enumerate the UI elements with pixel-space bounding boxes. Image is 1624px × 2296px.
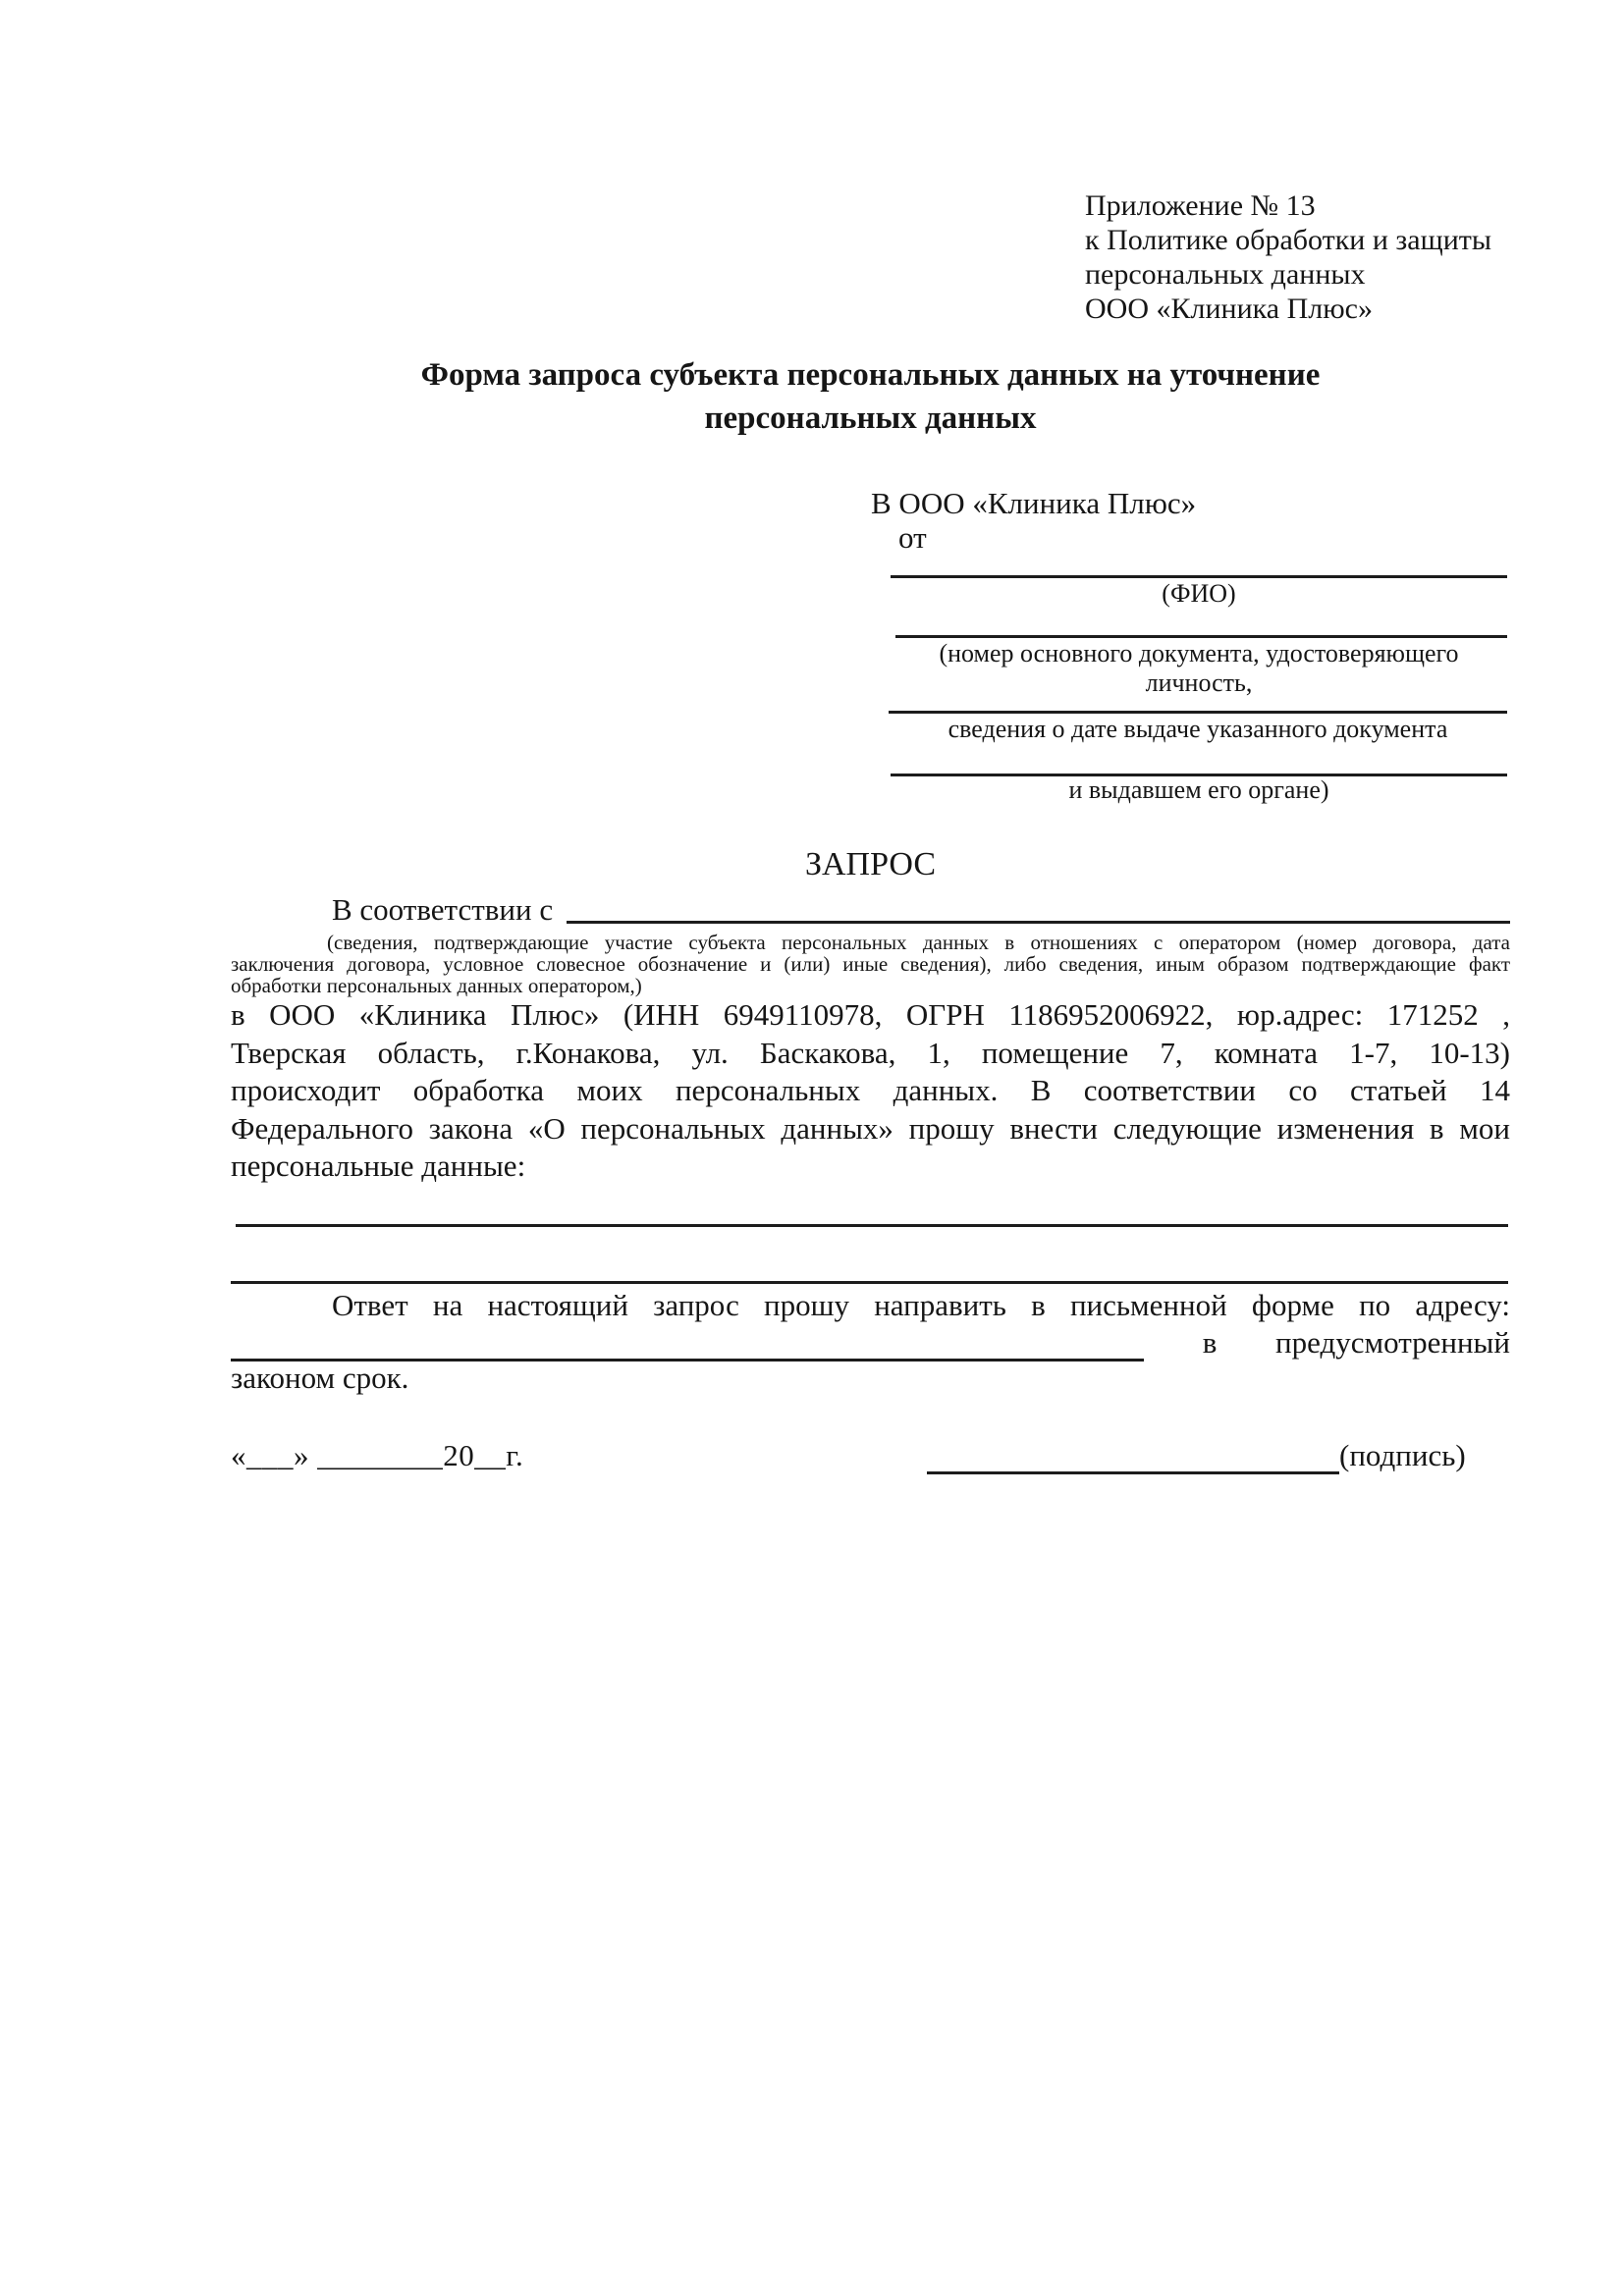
appendix-policy-line: к Политике обработки и защиты [1085, 224, 1492, 256]
appendix-header [1085, 188, 1491, 326]
appendix-number: Приложение № 13 [1085, 189, 1316, 222]
signature-blank-line [927, 1438, 1339, 1474]
reply-address-blank-line [231, 1329, 1144, 1362]
body-line4: Федерального закона «О персональных данных» прошу внести следующие изменения в мои [231, 1110, 1510, 1146]
document-title-line2: персональных данных [704, 400, 1037, 436]
issue-date-blank-line [889, 711, 1507, 714]
changes-blank-line-1 [236, 1224, 1508, 1227]
basis-caption-line2: заключения договора, условное словесное обозначение и (или) иные сведения), либо сведения, иным образом подтверждающие факт [231, 952, 1510, 976]
basis-intro-row [231, 891, 1510, 929]
issuing-authority-caption: и выдавшем его органе) [1068, 775, 1329, 804]
request-body [231, 996, 1510, 1186]
document-title-line1: Форма запроса субъекта персональных данных на уточнение [420, 357, 1321, 393]
basis-intro-prefix: В соответствии с [332, 892, 554, 927]
reply-line2 [231, 1324, 1510, 1362]
fio-caption: (ФИО) [1162, 579, 1236, 608]
reply-word-v: в [1202, 1325, 1218, 1360]
appendix-organization: ООО «Клиника Плюс» [1085, 293, 1373, 325]
document-number-caption: (номер основного документа, удостоверяющего личность, [939, 639, 1459, 697]
changes-blank-line-2 [231, 1281, 1508, 1284]
basis-caption [231, 932, 1510, 996]
date-blank: «___» ________20__г. [231, 1438, 524, 1472]
fio-blank-line [891, 575, 1507, 578]
document-number-blank-line [895, 635, 1507, 638]
body-line3: происходит обработка моих персональных данных. В соответствии со статьей 14 [231, 1073, 1510, 1107]
reply-word-predusmotrenny: предусмотренный [1275, 1325, 1510, 1360]
basis-caption-line1: (сведения, подтверждающие участие субъекта персональных данных в отношениях с оператором (номер договора, дата [327, 931, 1510, 954]
issue-date-caption: сведения о дате выдаче указанного документа [947, 715, 1448, 743]
signature-caption: (подпись) [1339, 1438, 1466, 1472]
reply-line1: Ответ на настоящий запрос прошу направить в письменной форме по адресу: [332, 1288, 1510, 1322]
request-heading: ЗАПРОС [804, 846, 937, 882]
basis-blank-line [567, 921, 1510, 924]
body-line2: Тверская область, г.Конакова, ул. Баскакова, 1, помещение 7, комната 1-7, 10-13) [231, 1035, 1510, 1070]
addressee-organization: В ООО «Клиника Плюс» [871, 486, 1197, 520]
addressee-from-label: от [898, 520, 927, 555]
basis-caption-line3: обработки персональных данных оператором,) [231, 974, 642, 997]
reply-line3: законом срок. [231, 1361, 409, 1395]
appendix-policy-line2: персональных данных [1085, 258, 1366, 291]
body-line5: персональные данные: [231, 1148, 526, 1183]
document-title [231, 353, 1510, 440]
signature-row [927, 1437, 1466, 1474]
body-line1: в ООО «Клиника Плюс» (ИНН 6949110978, ОГРН 1186952006922, юр.адрес: 171252 , [231, 997, 1510, 1032]
